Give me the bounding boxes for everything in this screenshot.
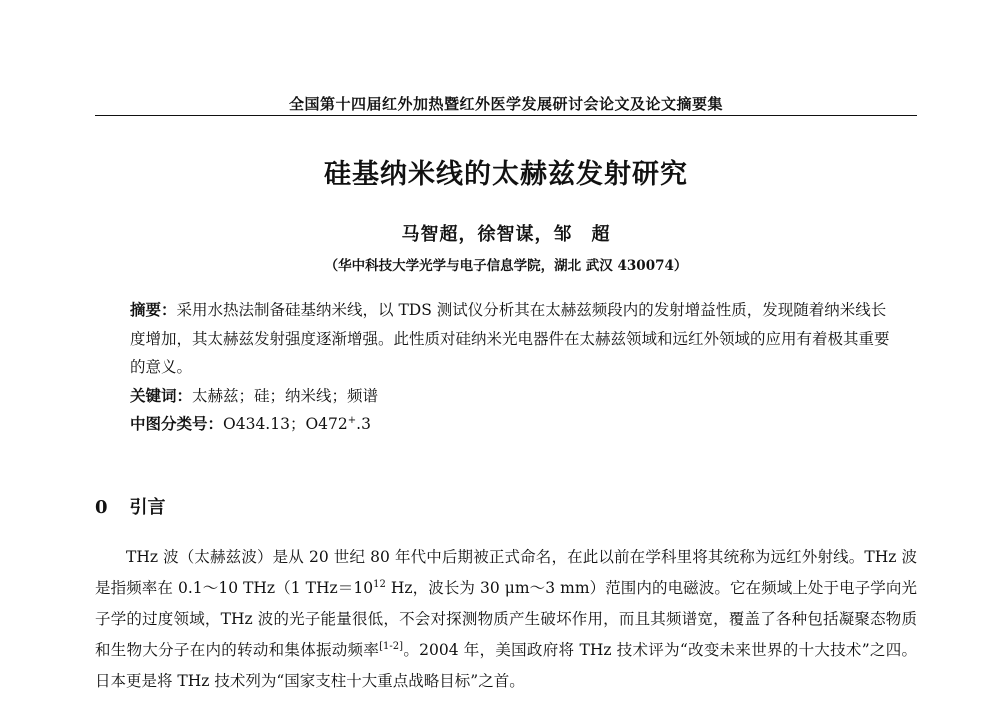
classification-superscript: +: [347, 414, 357, 426]
abstract-block: [130, 296, 890, 439]
classification-code: O434.13；O472: [223, 415, 348, 433]
body-text: [95, 542, 917, 697]
header-rule: [95, 115, 917, 116]
classification-label: 中图分类号：: [130, 415, 224, 433]
intro-text-part-3: 。2004 年，美国政府将 THz 技术评为“改变未来世界的十大技术”之四。日本更是将 THz 技术列为“国家支柱十大重点战略目标”之首。: [95, 641, 917, 690]
paper-title: 硅基纳米线的太赫兹发射研究: [324, 159, 688, 190]
classification-code-suffix: .3: [356, 415, 371, 433]
intro-text-part-1: THz 波（太赫兹波）是从 20 世纪 80 年代中后期被正式命名，在此以前在学科里将其统称为远红外射线。THz 波是指频率在 0.1～10 THz（1 THz＝10: [95, 548, 917, 597]
exponent: 12: [373, 578, 386, 590]
keywords-label: 关键词：: [130, 386, 193, 405]
intro-paragraph: [95, 542, 917, 697]
section-number: 0: [95, 497, 108, 518]
keywords-text: 太赫兹；硅；纳米线；频谱: [192, 386, 379, 405]
abstract-text: 采用水热法制备硅基纳米线，以 TDS 测试仪分析其在太赫兹频段内的发射增益性质，发现随着纳米线长度增加，其太赫兹发射强度逐渐增强。此性质对硅纳米光电器件在太赫兹领域和远红外领域的应用有着极其重要的意义。: [130, 301, 890, 376]
abstract-label: 摘要：: [130, 301, 177, 319]
citation: [1-2]: [379, 640, 404, 652]
paper-authors: 马智超，徐智谋，邹 超: [401, 224, 611, 245]
classification: [130, 410, 890, 439]
abstract: [130, 296, 890, 382]
section-heading: [95, 493, 166, 519]
keywords: [130, 382, 890, 411]
intro-text-part-2: Hz，波长为 30 μm～3 mm）范围内的电磁波。它在频域上处于电子学向光子学的过度领域，THz 波的光子能量很低，不会对探测物质产生破坏作用，而且其频谱宽，覆盖了各种包括凝聚态物质和生物大分子在内的转动和集体振动频率: [95, 579, 917, 659]
section-title: 引言: [129, 497, 166, 518]
paper-affiliation: （华中科技大学光学与电子信息学院，湖北 武汉 430074）: [324, 258, 688, 274]
running-header: 全国第十四届红外加热暨红外医学发展研讨会论文及论文摘要集: [288, 95, 723, 113]
